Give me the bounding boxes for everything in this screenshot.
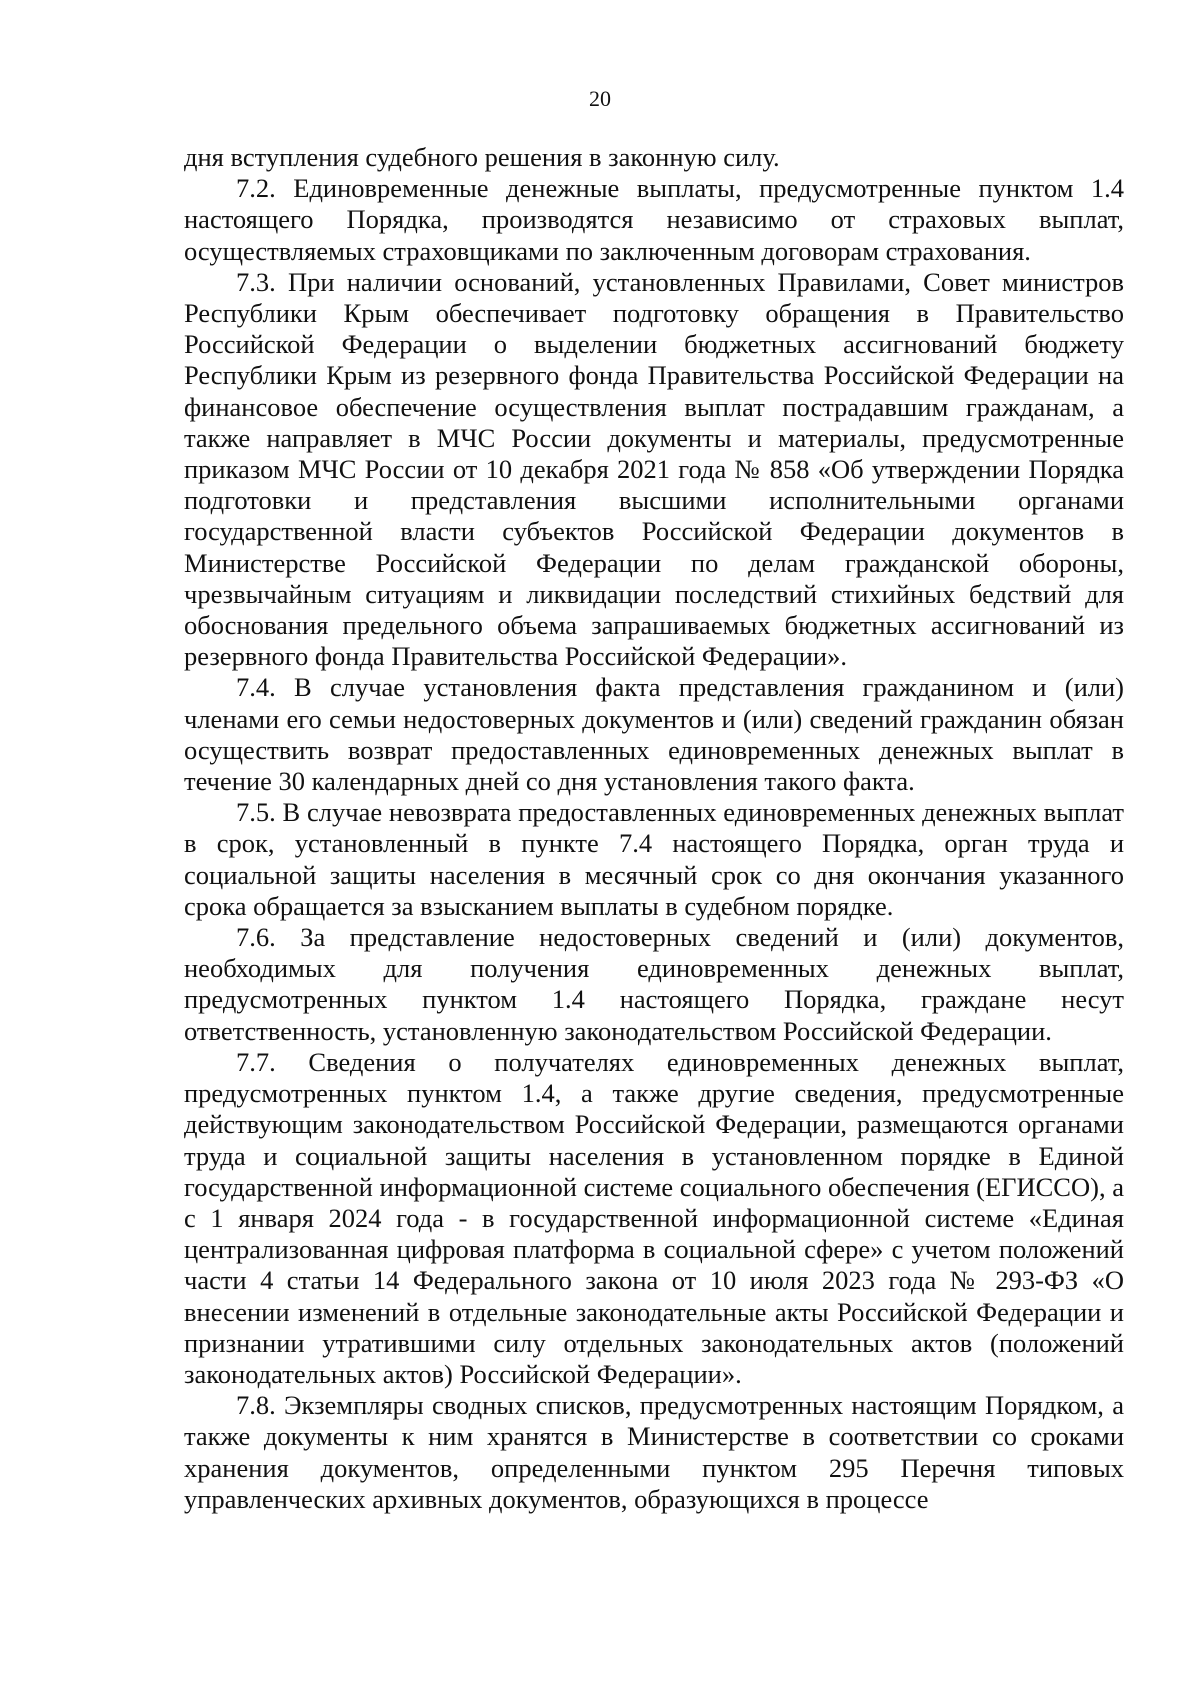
paragraph-7-3: 7.3. При наличии оснований, установленных Правилами, Совет министров Республики Крым обеспечивает подготовку обращения в Правительство Российской Федерации о выделении бюджетных ассигнований бюджету Республики Крым из резервного фонда Правительства Российской Федерации на финансовое обеспечение осуществления выплат пострадавшим гражданам, а также направляет в МЧС России документы и материалы, предусмотренные приказом МЧС России от 10 декабря 2021 года № 858 «Об утверждении Порядка подготовки и представления высшими исполнительными органами государственной власти субъектов Российской Федерации документов в Министерстве Российской Федерации по делам гражданской обороны, чрезвычайным ситуациям и ликвидации последствий стихийных бедствий для обоснования предельного объема запрашиваемых бюджетных ассигнований из резервного фонда Правительства Российской Федерации». [184,266,1124,672]
paragraph-7-7: 7.7. Сведения о получателях единовременных денежных выплат, предусмотренных пунктом 1.4, а также другие сведения, предусмотренные действующим законодательством Российской Федерации, размещаются органами труда и социальной защиты населения в установленном порядке в Единой государственной информационной системе социального обеспечения (ЕГИССО), а с 1 января 2024 года - в государственной информационной системе «Единая централизованная цифровая платформа в социальной сфере» с учетом положений части 4 статьи 14 Федерального закона от 10 июля 2023 года № 293-ФЗ «О внесении изменений в отдельные законодательные акты Российской Федерации и признании утратившими силу отдельных законодательных актов (положений законодательных актов) Российской Федерации». [184,1046,1124,1389]
page-number: 20 [589,86,611,111]
paragraph-7-6: 7.6. За представление недостоверных сведений и (или) документов, необходимых для получения единовременных денежных выплат, предусмотренных пунктом 1.4 настоящего Порядка, граждане несут ответственность, установленную законодательством Российской Федерации. [184,922,1124,1046]
paragraph-7-4: 7.4. В случае установления факта представления гражданином и (или) членами его семьи недостоверных документов и (или) сведений гражданин обязан осуществить возврат предоставленных единовременных денежных выплат в течение 30 календарных дней со дня установления такого факта. [184,672,1124,797]
paragraph-7-8: 7.8. Экземпляры сводных списков, предусмотренных настоящим Порядком, а также документы к ним хранятся в Министерстве в соответствии со сроками хранения документов, определенными пунктом 295 Перечня типовых управленческих архивных документов, образующихся в процессе [184,1390,1124,1514]
paragraph-7-5: 7.5. В случае невозврата предоставленных единовременных денежных выплат в срок, установленный в пункте 7.4 настоящего Порядка, орган труда и социальной защиты населения в месячный срок со дня окончания указанного срока обращается за взысканием выплаты в судебном порядке. [184,797,1124,921]
paragraph-7-2: 7.2. Единовременные денежные выплаты, предусмотренные пунктом 1.4 настоящего Порядка, производятся независимо от страховых выплат, осуществляемых страховщиками по заключенным договорам страхования. [184,173,1124,266]
paragraph-continuation: дня вступления судебного решения в законную силу. [184,142,780,172]
document-body [184,142,1124,1515]
